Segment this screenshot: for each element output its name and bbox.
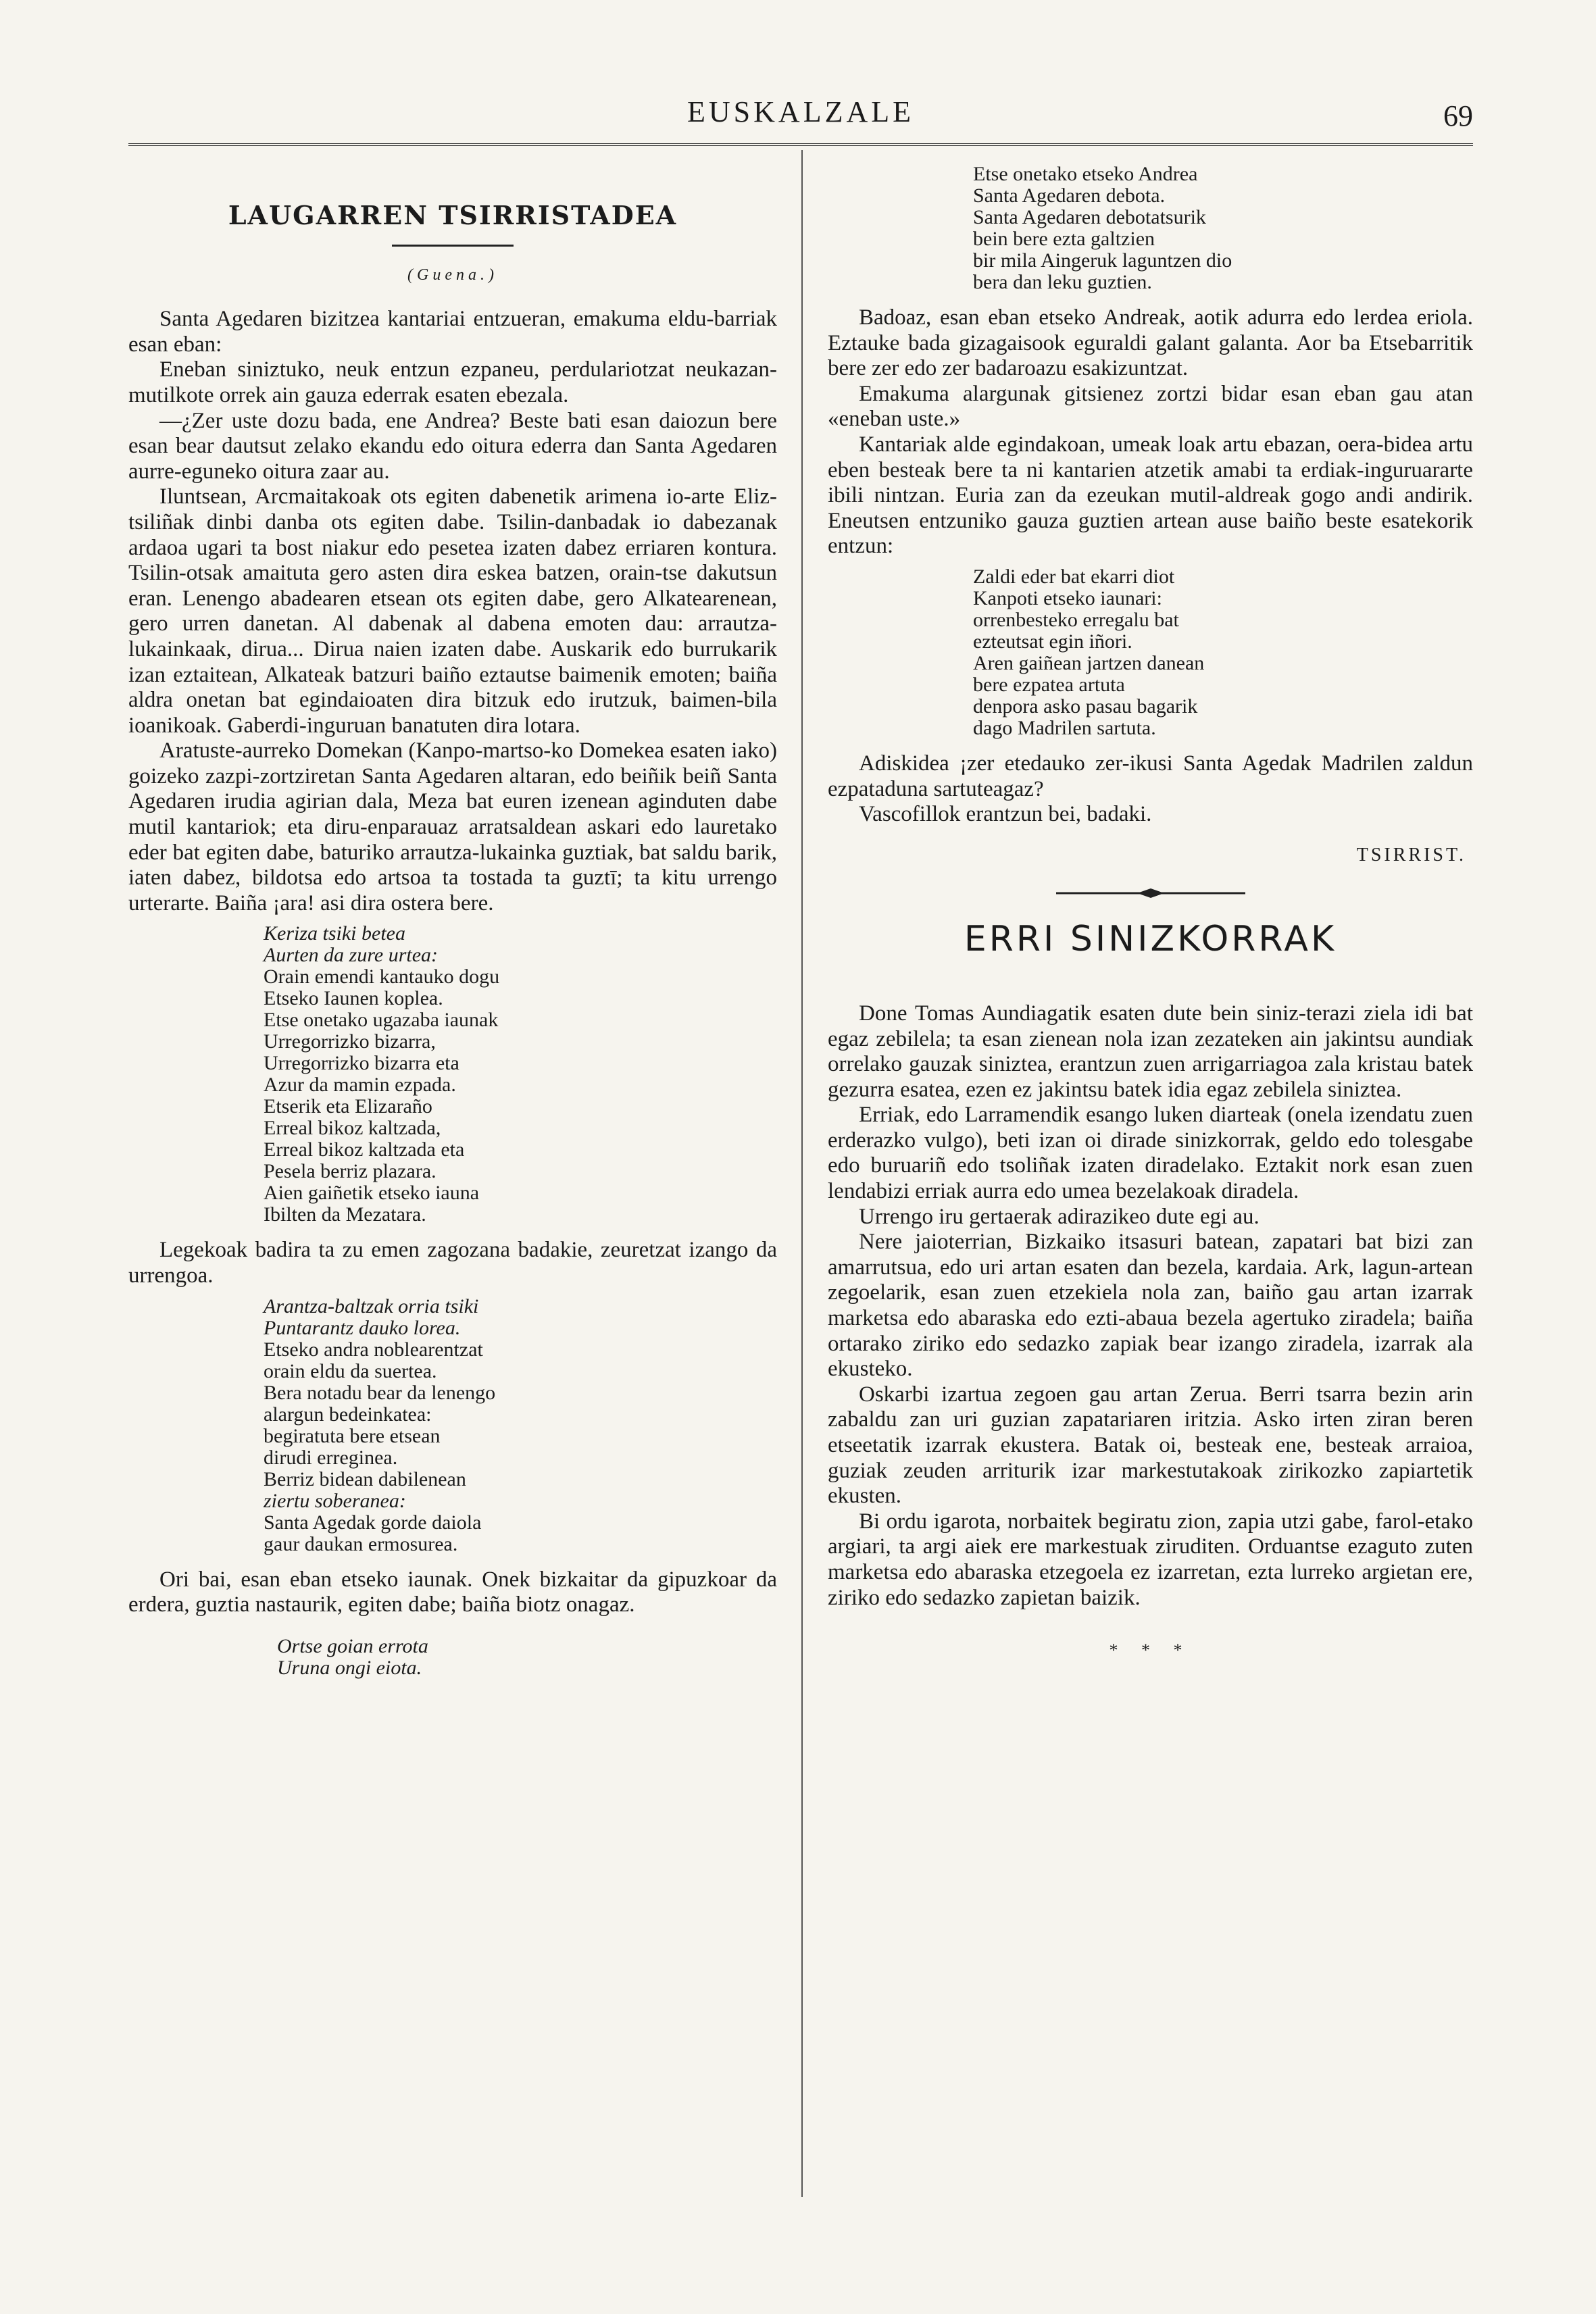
paragraph: —¿Zer uste dozu bada, ene Andrea? Beste bati esan daiozun bere esan bear dautsut zelako ekandu edo oitura ederra dan Santa Agedaren aurre-eguneko oitura zaar au.	[128, 408, 777, 484]
paragraph: Aratuste-aurreko Domekan (Kanpo-martso-ko Domekea esaten iako) goizeko zazpi-zortziretan Santa Agedaren altaran, edo beiñik beiñ Santa Agedaren irudia agirian dala, Meza bat euren izenean aginduten dabe mutil kantariok; eta diru-enparauaz arratsaldean askari edo lauretako eder bat egiten dabe, baturiko arrautza-lukainka guztiak, bat saldu barik, iaten dabez, bildotsa edo artsoa ta tostada ta guztī; ta kitu urrengo urterarte. Baiña ¡ara! asi dira ostera bere.	[128, 738, 777, 915]
paragraph: Bi ordu igarota, norbaitek begiratu zion, zapia utzi gabe, farol-etako argiari, ta argi aiek ere markestuak ziruditen. Orduantse ezaguto zuten marketsa edo abaraska etzegoela ez izarretan, ezta lurreko argietan ere, ziriko edo sedazko zapietan baizik.	[828, 1509, 1473, 1610]
verse-line: ziertu soberanea:	[264, 1489, 406, 1512]
verse-line: Ibilten da Mezatara.	[264, 1203, 426, 1226]
verse-line: Ortse goian errota	[277, 1634, 428, 1657]
journal-title: EUSKALZALE	[687, 95, 914, 128]
verse-line: dago Madrilen sartuta.	[973, 716, 1156, 739]
verse-line: begiratuta bere etsean	[264, 1424, 441, 1447]
verse-line: denpora asko pasau bagarik	[973, 695, 1198, 718]
verse-line: Bera notadu bear da lenengo	[264, 1381, 496, 1404]
verse-line: Etse onetako ugazaba iaunak	[264, 1009, 499, 1032]
section-title-laugarren: LAUGARREN TSIRRISTADEA	[228, 200, 678, 230]
paragraph: Ori bai, esan eban etseko iaunak. Onek bizkaitar da gipuzkoar da erdera, guztia nastaurik, egiten dabe; baiña biotz onagaz.	[128, 1567, 777, 1617]
verse-line: bir mila Aingeruk laguntzen dio	[973, 249, 1232, 272]
verse-line: Santa Agedaren debota.	[973, 184, 1166, 207]
column-divider	[801, 150, 803, 2197]
asterism: * * *	[1109, 1640, 1192, 1661]
verse-line: Keriza tsiki betea	[264, 922, 405, 945]
verse-line: Azur da mamin ezpada.	[264, 1074, 456, 1097]
verse-line: Kanpoti etseko iaunari:	[973, 586, 1162, 609]
paragraph: Vascofillok erantzun bei, badaki.	[859, 802, 1152, 827]
paragraph: Erriak, edo Larramendik esango luken diarteak (onela izendatu zuen erderazko vulgo), beti izan oi dirade sinizkorrak, geldo edo tolesgabe edo buruariñ edo tsoliñak izaten diradelako. Eztakit nork esan zuen lendabizi erriak aurra edo umea bezelakoak diradela.	[828, 1103, 1473, 1204]
paragraph: Emakuma alargunak gitsienez zortzi bidar esan eban gau atan «eneban uste.»	[828, 381, 1473, 432]
verse-line: Berriz bidean dabilenean	[264, 1467, 466, 1490]
verse-line: alargun bedeinkatea:	[264, 1403, 432, 1426]
verse-line: ezteutsat egin iñori.	[973, 630, 1132, 653]
verse-line: Etseko andra noblearentzat	[264, 1338, 483, 1361]
verse-line: Etseko Iaunen koplea.	[264, 987, 443, 1010]
verse-line: orrenbesteko erregalu bat	[973, 608, 1179, 631]
verse-line: bein bere ezta galtzien	[973, 228, 1155, 250]
ornament-rule-icon	[1056, 886, 1245, 900]
verse-line: Santa Agedak gorde daiola	[264, 1511, 482, 1534]
verse-line: Etse onetako etseko Andrea	[973, 163, 1198, 185]
verse-line: bera dan leku guztien.	[973, 271, 1152, 293]
signature: TSIRRIST.	[1356, 844, 1466, 865]
verse-final	[277, 1636, 777, 1679]
paragraph: Badoaz, esan eban etseko Andreak, aotik adurra edo lerdea eriola. Eztauke bada gizagaisook eguraldi galant galanta. Aor ba Etsebarritik bere zer edo zer badaroazu esakizuntzat.	[828, 305, 1473, 381]
paragraph: Oskarbi izartua zegoen gau artan Zerua. Berri tsarra bezin arin zabaldu zan uri guzian zapatariaren iritzia. Asko irten ziran beren etseetatik izarrak ekustera. Batak oi, besteak ene, besteak arraioa, guziak zeuden arriturik izar markestutakoak zirikozko zapiartetik ekusten.	[828, 1382, 1473, 1509]
verse-line: Pesela berriz plazara.	[264, 1160, 437, 1183]
paragraph: Eneban siniztuko, neuk entzun ezpaneu, perdulariotzat neukazan-mutilkote orrek ain gauza ederrak esaten ebezala.	[128, 357, 777, 407]
verse-line: Aurten da zure urtea:	[264, 944, 439, 967]
verse-line: Arantza-baltzak orria tsiki	[264, 1294, 479, 1317]
verse-line: orain eldu da suertea.	[264, 1359, 437, 1382]
left-column	[128, 162, 777, 1691]
verse-line: Orain emendi kantauko dogu	[264, 965, 500, 988]
verse-line: Urregorrizko bizarra,	[264, 1030, 436, 1053]
paragraph: Santa Agedaren bizitzea kantariai entzueran, emakuma eldu-barriak esan eban:	[128, 307, 777, 357]
verse-line: Zaldi eder bat ekarri diot	[973, 565, 1175, 588]
verse-line: gaur daukan ermosurea.	[264, 1532, 458, 1555]
verse-line: Urregorrizko bizarra eta	[264, 1052, 459, 1075]
page-number: 69	[1443, 99, 1473, 132]
verse-line: Etserik eta Elizaraño	[264, 1095, 432, 1118]
verse-line: dirudi erreginea.	[264, 1446, 398, 1469]
verse-zaldi	[973, 566, 1473, 739]
verse-line: Puntarantz dauko lorea.	[264, 1316, 461, 1339]
verse-line: Santa Agedaren debotatsurik	[973, 206, 1206, 228]
header-rule	[128, 143, 1473, 146]
verse-line: Erreal bikoz kaltzada,	[264, 1117, 441, 1140]
paragraph: Urrengo iru gertaerak adirazikeo dute egi au.	[859, 1204, 1260, 1229]
section-subtitle: (Guena.)	[407, 266, 498, 284]
verse-line: Uruna ongi eiota.	[277, 1656, 422, 1679]
paragraph: Nere jaioterrian, Bizkaiko itsasuri batean, zapatari bat bizi zan amarrutsua, edo uri artan esaten dan bezela, kardaia. Ark, lagun-artean zegoelarik, esan zuen etzekiela nola zan, baiño gau artan izarrak marketsa edo abaraska edo ezti-abaua bezela agertuko ziradela; baiña ortarako ziriko edo sedazko zapiak bear izango ziradela, izarrak ala ekusteko.	[828, 1230, 1473, 1382]
paragraph: Legekoak badira ta zu emen zagozana badakie, zeuretzat izango da urrengoa.	[128, 1238, 777, 1288]
verse-keriza	[264, 923, 777, 1226]
verse-arantza	[264, 1296, 777, 1555]
paragraph: Iluntsean, Arcmaitakoak ots egiten dabenetik arimena io-arte Eliz-tsiliñak dinbi danba ots egiten dabe. Tsilin-danbadak io dabezanak ardaoa ugari ta bost niakur edo pesetea izaten dabez erriaren kontura. Tsilin-otsak amaituta gero asten dira eskea batzen, orain-tse dakutsun eran. Lenengo abadearen etsean ots egiten dabe, gero Alkatearenean, gero urren danetan. Al dabenak al dabena emoten dau: arrautza-lukainkaak, dirua... Dirua naien izaten dabe. Auskarik edo burrukarik izan eztaitean, Alkateak batzuri baiño eztautse baimenik emoten; baiña aldra onetan bat egindaioaten dira bitzuk edo irutzuk, baimen-bila ioanikoak. Gaberdi-inguruan banatuten dira lotara.	[128, 484, 777, 738]
paragraph: Adiskidea ¡zer etedauko zer-ikusi Santa Agedak Madrilen zaldun ezpataduna sartuteagaz?	[828, 751, 1473, 801]
right-column	[828, 162, 1473, 1663]
paragraph: Kantariak alde egindakoan, umeak loak artu ebazan, oera-bidea artu eben besteak bere ta ni kantarien atzetik amabi ta erdiak-inguruararte ibili nintzan. Euria zan da ezeukan mutil-aldreak gogo andi andirik. Eneutsen entzuniko gauza guztien artean ause baiño beste esatekorik entzun:	[828, 432, 1473, 559]
verse-line: Aien gaiñetik etseko iauna	[264, 1182, 480, 1205]
verse-line: Aren gaiñean jartzen danean	[973, 651, 1205, 674]
title-rule	[392, 245, 514, 247]
verse-etse	[973, 164, 1473, 293]
verse-line: Erreal bikoz kaltzada eta	[264, 1138, 465, 1161]
verse-line: bere ezpatea artuta	[973, 673, 1125, 696]
section-title-erri: ERRI SINIZKORRAK	[964, 919, 1337, 960]
page-header	[128, 95, 1473, 149]
paragraph: Done Tomas Aundiagatik esaten dute bein siniz-terazi ziela idi bat egaz zebilela; ta esan zienean nola izan zezateken ain jakintsu aundiak orrelako gauzak siniztea, erantzun zuen arrigarriagoa zala kristau batek gezurra esatea, ezen ez jakintsu batek idia egaz zebilela siniztea.	[828, 1001, 1473, 1102]
